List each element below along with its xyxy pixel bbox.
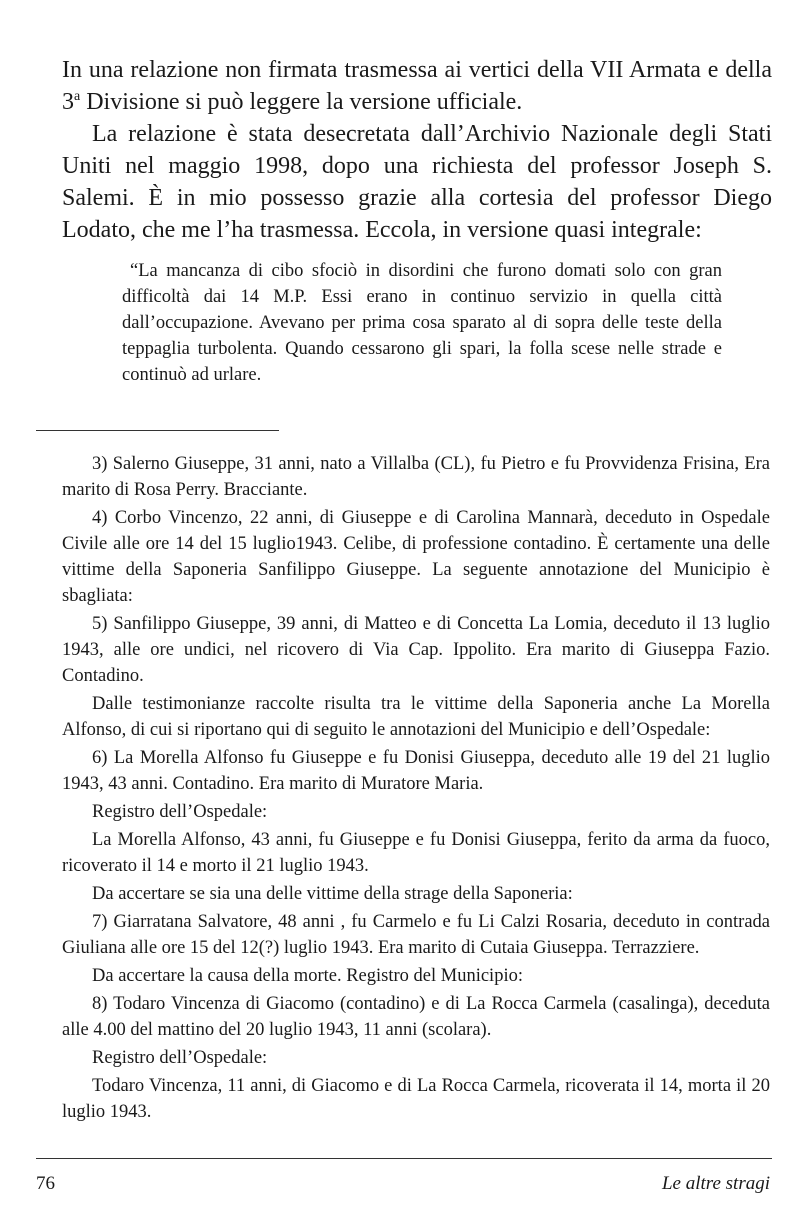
- note-text: Registro dell’Ospedale:: [92, 802, 268, 822]
- ordinal-superscript: a: [74, 89, 81, 104]
- note-text: La Morella Alfonso, 43 anni, fu Giuseppe e fu Donisi Giuseppa, ferito da arma da fuoco, ricoverato il 14 e morto il 21 luglio 1943.: [62, 830, 770, 876]
- block-quote: [122, 258, 722, 388]
- note-text: Todaro Vincenza, 11 anni, di Giacomo e di La Rocca Carmela, ricoverata il 14, morta il 20 luglio 1943.: [62, 1076, 770, 1122]
- footnotes: [62, 451, 770, 1127]
- note-5: 5) Sanfilippo Giuseppe, 39 anni, di Matteo e di Concetta La Lomia, deceduto il 13 luglio 1943, alle ore undici, nel ricovero di Via Cap. Ippolito. Era marito di Giuseppa Fazio. Contadino.: [62, 614, 770, 686]
- paragraph-2: La relazione è stata desecretata dall’Archivio Nazionale degli Stati Uniti nel maggio 1998, dopo una richiesta del professor Joseph S. Salemi. È in mio possesso grazie alla cortesia del professor Diego Lodato, che me l’ha trasmessa. Eccola, in versione quasi integrale:: [62, 121, 772, 243]
- note-8: 8) Todaro Vincenza di Giacomo (contadino) e di La Rocca Carmela (casalinga), deceduta alle 4.00 del mattino del 20 luglio 1943, 11 anni (scolara).: [62, 994, 770, 1040]
- paragraph-1: [62, 54, 772, 118]
- note-text: Da accertare la causa della morte. Registro del Municipio:: [92, 966, 523, 986]
- footer-rule: [36, 1158, 772, 1159]
- paragraph-1-text-end: Divisione si può leggere la versione ufficiale.: [80, 89, 523, 115]
- quote-text: “La mancanza di cibo sfociò in disordini che furono domati solo con gran difficoltà dai 14 M.P. Essi erano in continuo servizio in quella città dall’occupazione. Avevano per prima cosa sparato al di sopra delle teste della teppaglia turbolenta. Quando cessarono gli spari, la folla scese nelle strade e continuò ad urlare.: [122, 261, 722, 385]
- paragraph-1-text: In una relazione non firmata trasmessa ai vertici della VII Armata e della 3: [62, 57, 772, 115]
- footnote-separator: [36, 430, 279, 431]
- note-text: Registro dell’Ospedale:: [92, 1048, 268, 1068]
- note-3: 3) Salerno Giuseppe, 31 anni, nato a Villalba (CL), fu Pietro e fu Provvidenza Frisina, Era marito di Rosa Perry. Bracciante.: [62, 454, 770, 500]
- running-title: Le altre stragi: [661, 1173, 770, 1194]
- page-number: 76: [36, 1173, 55, 1194]
- note-7: 7) Giarratana Salvatore, 48 anni , fu Carmelo e fu Li Calzi Rosaria, deceduto in contrada Giuliana alle ore 15 del 12(?) luglio 1943. Era marito di Cutaia Giuseppa. Terrazziere.: [62, 912, 770, 958]
- main-text: [62, 54, 772, 246]
- note-4: 4) Corbo Vincenzo, 22 anni, di Giuseppe e di Carolina Mannarà, deceduto in Ospedale Civile alle ore 14 del 15 luglio1943. Celibe, di professione contadino. È certamente una delle vittime della Saponeria Sanfilippo Giuseppe. La seguente annotazione del Municipio è sbagliata:: [62, 508, 770, 606]
- note-text: Dalle testimonianze raccolte risulta tra le vittime della Saponeria anche La Morella Alfonso, di cui si riportano qui di seguito le annotazioni del Municipio e dell’Ospedale:: [62, 694, 770, 740]
- note-text: Da accertare se sia una delle vittime della strage della Saponeria:: [92, 884, 573, 904]
- note-6: 6) La Morella Alfonso fu Giuseppe e fu Donisi Giuseppa, deceduto alle 19 del 21 luglio 1943, 43 anni. Contadino. Era marito di Muratore Maria.: [62, 748, 770, 794]
